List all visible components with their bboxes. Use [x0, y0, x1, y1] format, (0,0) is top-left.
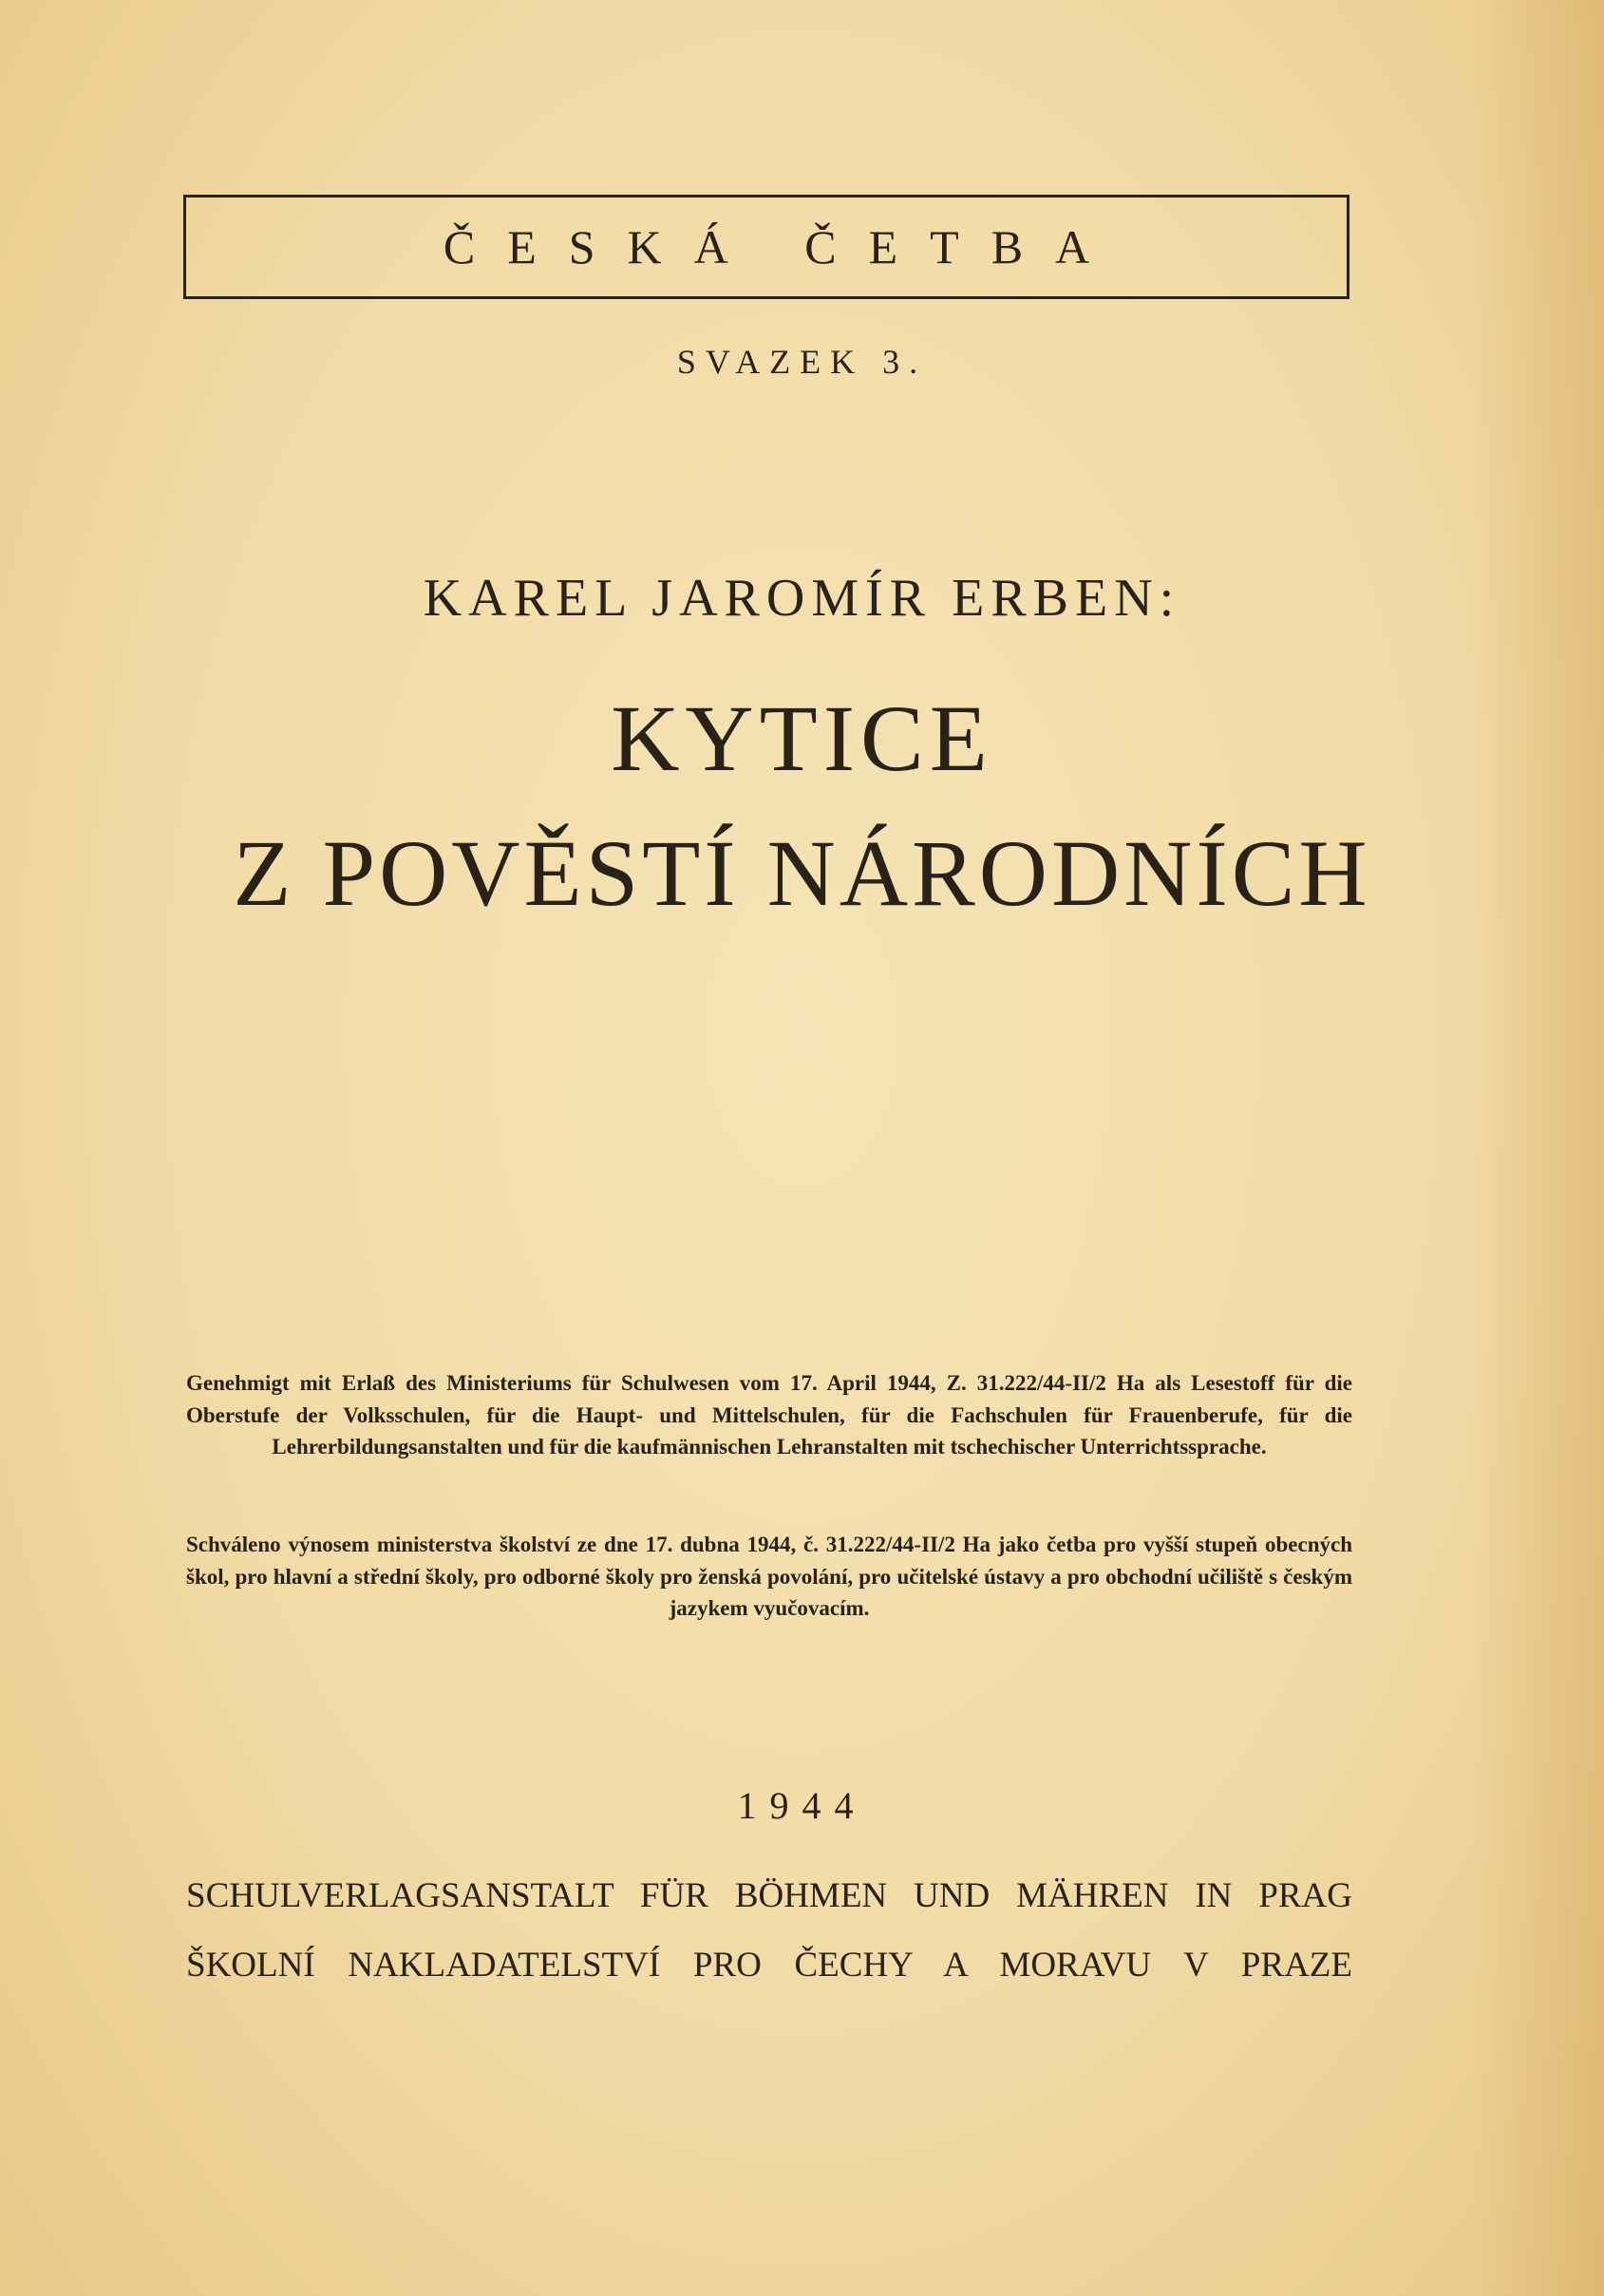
publisher-czech: ŠKOLNÍ NAKLADATELSTVÍ PRO ČECHY A MORAVU V PRAZE: [186, 1946, 1352, 1985]
author-name: KAREL JAROMÍR ERBEN:: [423, 569, 1181, 628]
publication-year: 1944: [737, 1784, 867, 1827]
approval-note-german: Genehmigt mit Erlaß des Ministeriums für Schulwesen vom 17. April 1944, Z. 31.222/44-II/2 Ha als Lesestoff für die Oberstufe der Volksschulen, für die Haupt- und Mittelschulen, für die Fachschulen für Frauenberufe, für die Lehrerbildungsanstalten und für die kaufmännischen Lehranstalten mit tschechischer Unterrichtssprache.: [186, 1371, 1352, 1459]
series-frame: [183, 195, 1349, 299]
approval-note-czech: Schváleno výnosem ministerstva školství ze dne 17. dubna 1944, č. 31.222/44-II/2 Ha jako četba pro vyšší stupeň obecných škol, pro hlavní a střední školy, pro odborné školy pro ženská povolání, pro učitelské ústavy a pro obchodní učiliště s českým jazykem vyučovacím.: [186, 1533, 1352, 1620]
volume-number: SVAZEK 3.: [676, 343, 928, 381]
book-title-line-1: KYTICE: [611, 686, 993, 791]
series-title: ČESKÁ ČETBA: [443, 220, 1123, 273]
book-title-line-2: Z POVĚSTÍ NÁRODNÍCH: [233, 820, 1371, 926]
publisher-german: SCHULVERLAGSANSTALT FÜR BÖHMEN UND MÄHREN IN PRAG: [186, 1876, 1352, 1915]
